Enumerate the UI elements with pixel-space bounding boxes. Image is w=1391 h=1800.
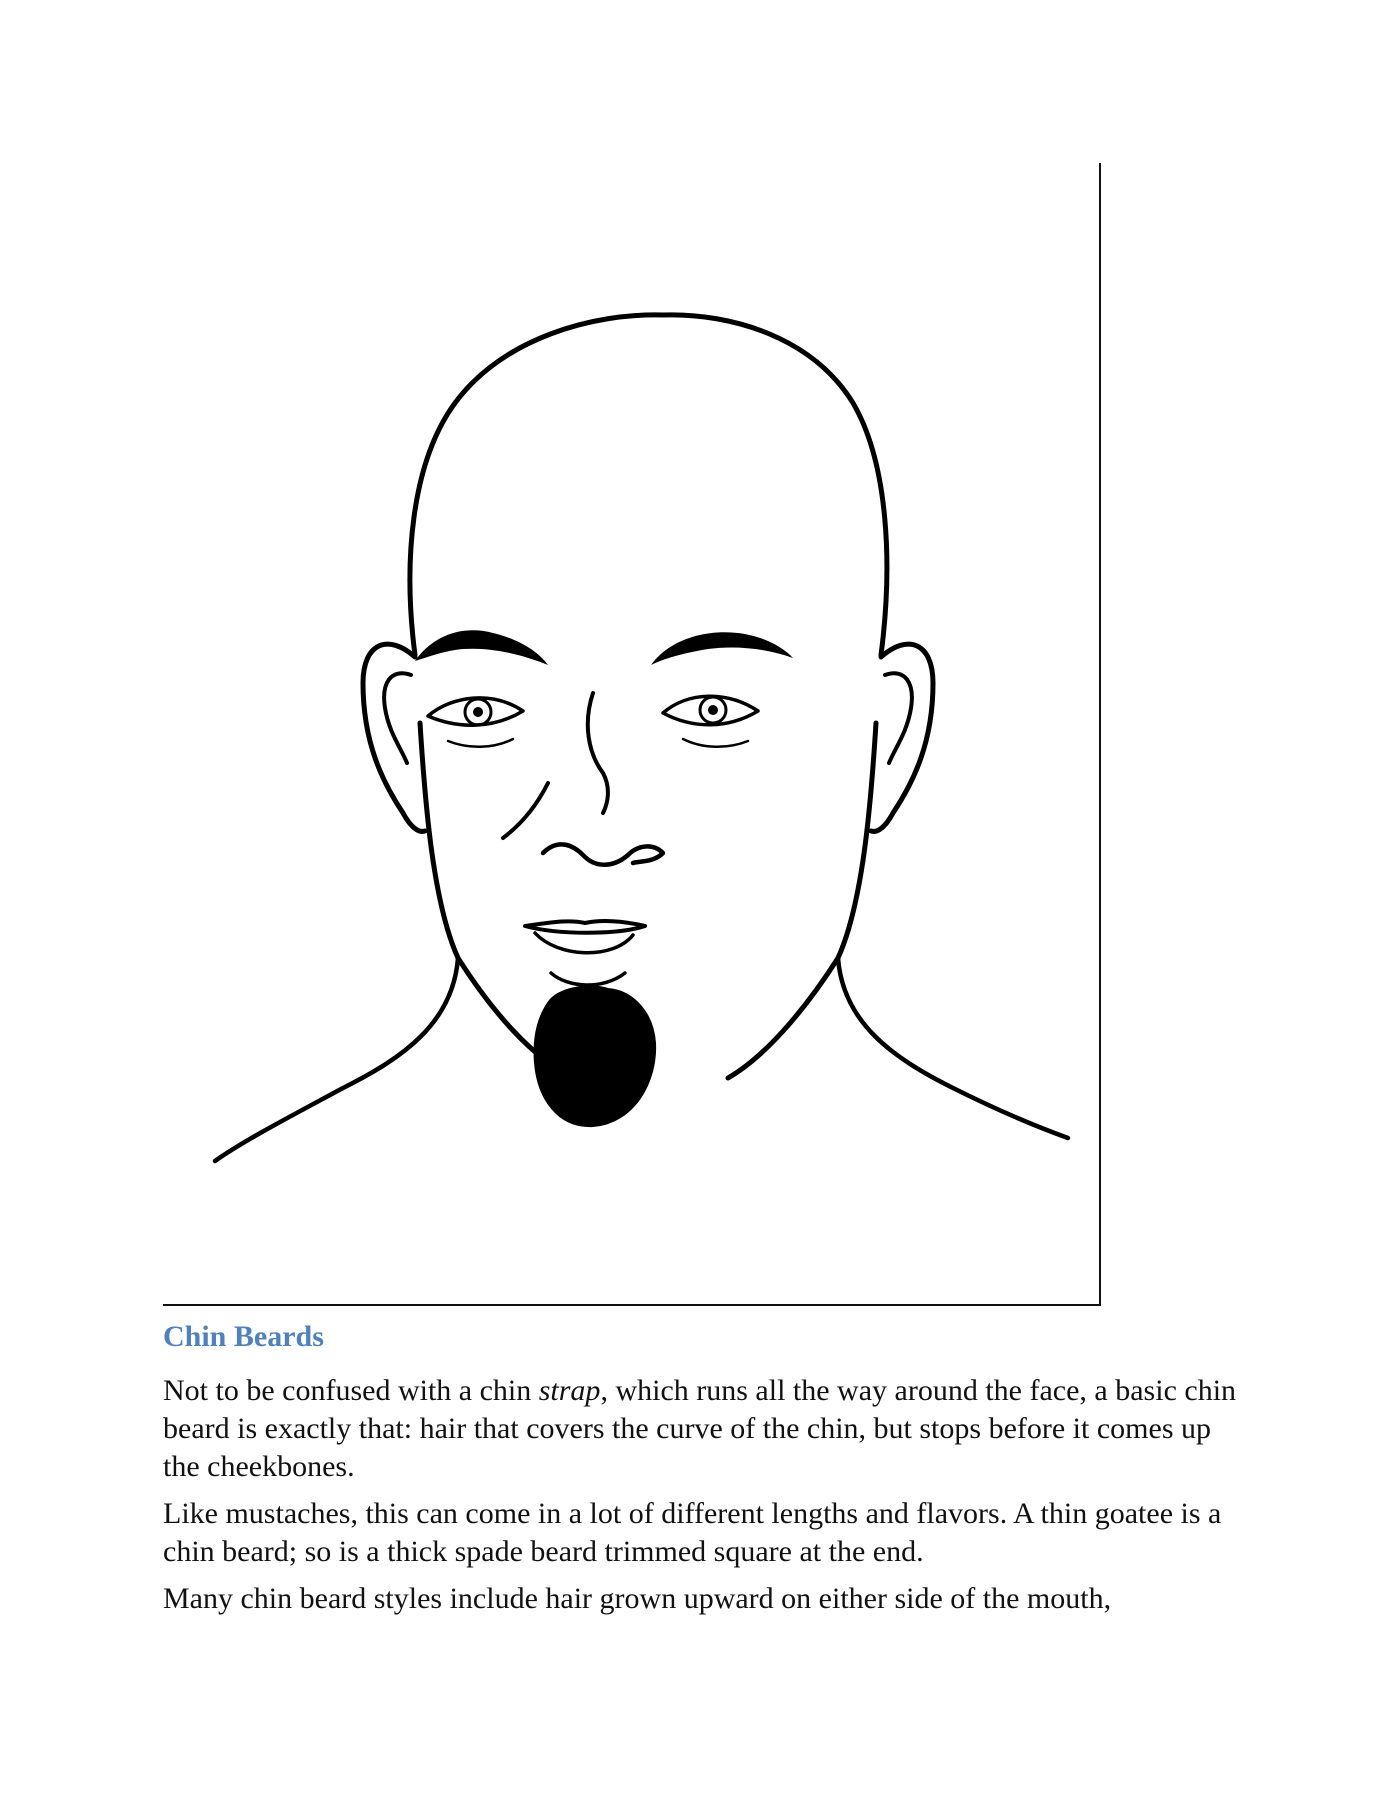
neck-left	[215, 958, 458, 1161]
paragraph-1-end: , which runs all the way around the face, a basic chin beard is exactly that: hair that covers the curve of the chin, but stops before it comes up the cheekbones.	[163, 1374, 1237, 1483]
neck-right	[838, 958, 1068, 1138]
under-eye-right	[683, 739, 748, 747]
section-heading: Chin Beards	[163, 1320, 324, 1353]
paragraph-chin-strap	[163, 1372, 1243, 1486]
emphasized-word: strap	[538, 1374, 601, 1407]
ear-left-inner	[384, 673, 411, 763]
chin-line	[551, 973, 625, 985]
nose-base	[543, 844, 663, 864]
chin-beard	[535, 987, 656, 1127]
upper-lip	[525, 921, 645, 933]
ear-right-inner	[885, 673, 912, 763]
nose-side-left	[503, 783, 548, 838]
pupil-left	[473, 707, 483, 717]
lower-lip	[535, 933, 633, 953]
jaw-right	[728, 723, 876, 1078]
nose-bridge	[588, 693, 608, 813]
under-eye-left	[448, 739, 513, 747]
illustration-frame	[163, 163, 1101, 1306]
eyebrow-right	[651, 632, 793, 665]
eyebrow-left	[415, 630, 548, 665]
paragraph-lengths: Like mustaches, this can come in a lot of different lengths and flavors. A thin goatee is a chin beard; so is a thick spade beard trimmed square at the end.	[163, 1497, 1222, 1568]
pupil-right	[708, 705, 718, 715]
head-outline	[410, 315, 887, 655]
face-with-chin-beard-illustration	[163, 163, 1099, 1304]
paragraph-1-start: Not to be confused with a chin	[163, 1374, 539, 1407]
paragraph-styles: Many chin beard styles include hair grown upward on either side of the mouth,	[163, 1582, 1112, 1615]
